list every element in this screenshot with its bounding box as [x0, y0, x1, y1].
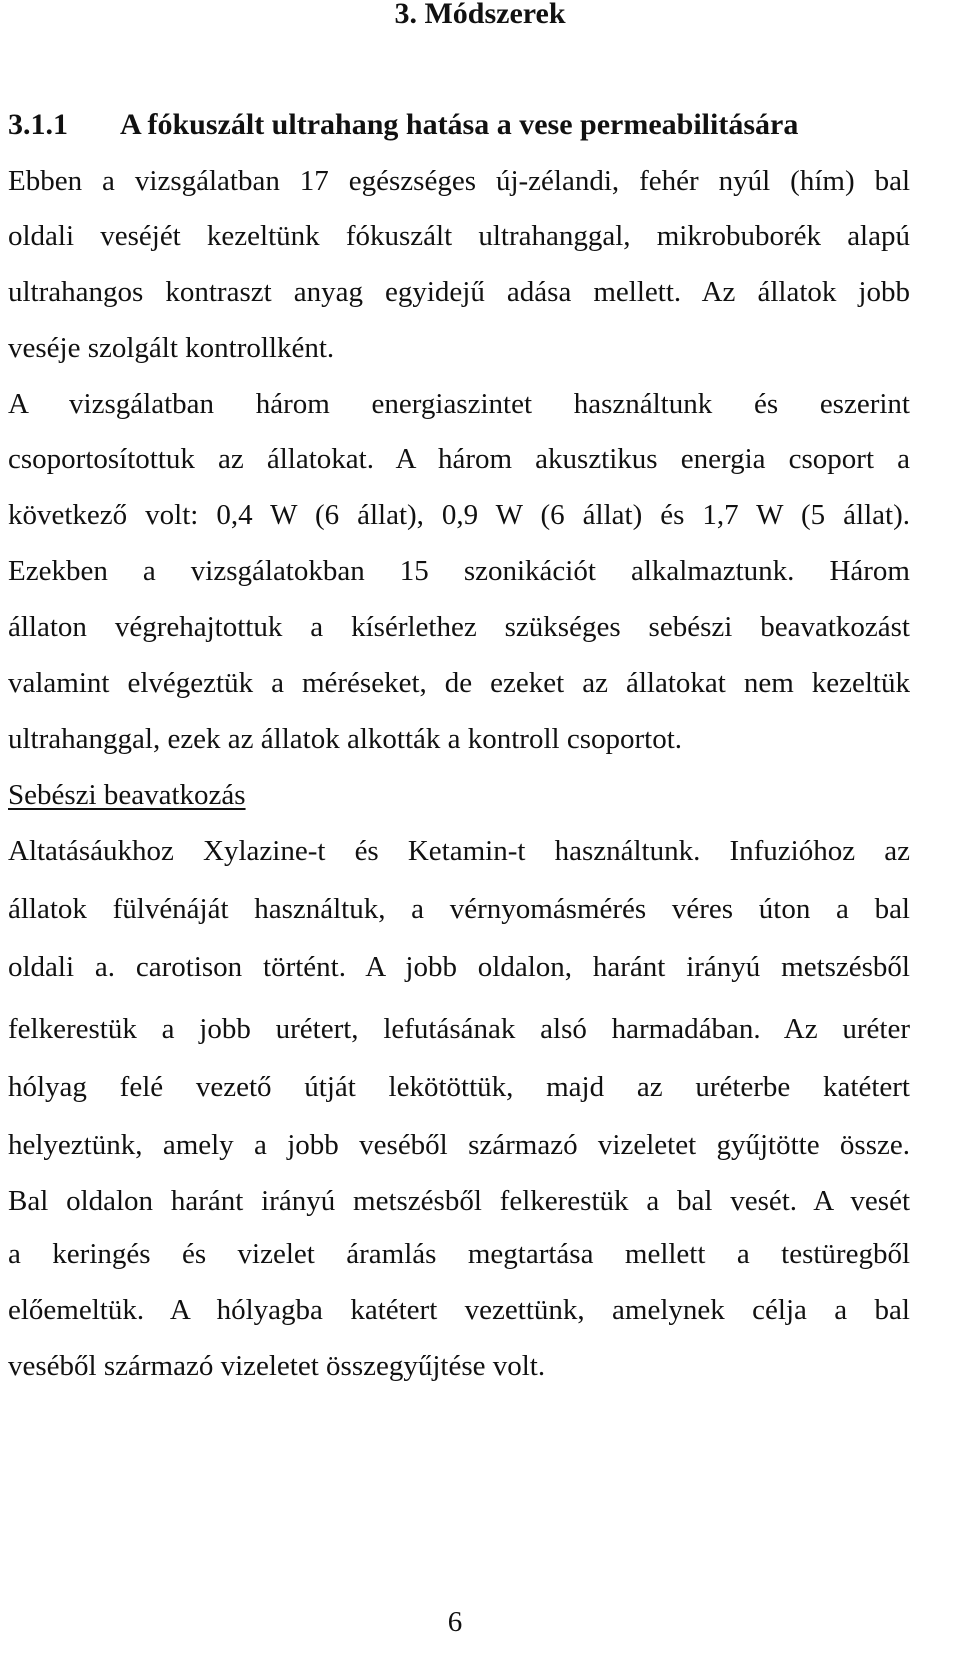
body-line: Ezekben a vizsgálatokban 15 szonikációt alkalmaztunk. Három — [8, 555, 910, 587]
body-line: előemeltük. A hólyagba katétert vezettünk, amelynek célja a bal — [8, 1294, 910, 1326]
body-line: állatok fülvénáját használtuk, a vérnyomásmérés véres úton a bal — [8, 893, 910, 925]
page-number: 6 — [447, 1606, 463, 1638]
body-line: csoportosítottuk az állatokat. A három akusztikus energia csoport a — [8, 443, 910, 475]
body-line: oldali veséjét kezeltünk fókuszált ultrahanggal, mikrobuborék alapú — [8, 220, 910, 252]
body-line: A vizsgálatban három energiaszintet használtunk és eszerint — [8, 388, 910, 420]
body-line: Bal oldalon haránt irányú metszésből felkerestük a bal vesét. A vesét — [8, 1185, 910, 1217]
body-line: a keringés és vizelet áramlás megtartása mellett a testüregből — [8, 1238, 910, 1270]
body-line: következő volt: 0,4 W (6 állat), 0,9 W (6 állat) és 1,7 W (5 állat). — [8, 499, 910, 531]
body-line: ultrahangos kontraszt anyag egyidejű adása mellett. Az állatok jobb — [8, 276, 910, 308]
body-line: valamint elvégeztük a méréseket, de ezeket az állatokat nem kezeltük — [8, 667, 910, 699]
body-line: oldali a. carotison történt. A jobb oldalon, haránt irányú metszésből — [8, 951, 910, 983]
section-number: 3.1.1 — [8, 108, 68, 141]
section-title: A fókuszált ultrahang hatása a vese permeabilitására — [120, 108, 799, 141]
body-line: Altatásáukhoz Xylazine-t és Ketamin-t használtunk. Infuzióhoz az — [8, 835, 910, 867]
section-heading — [8, 105, 908, 145]
body-line: ultrahanggal, ezek az állatok alkották a kontroll csoportot. — [8, 723, 683, 755]
chapter-title: 3. Módszerek — [394, 0, 566, 30]
body-line: veséje szolgált kontrollként. — [8, 332, 335, 364]
body-line: veséből származó vizeletet összegyűjtése volt. — [8, 1350, 546, 1382]
body-line: helyeztünk, amely a jobb veséből származó vizeletet gyűjtötte össze. — [8, 1129, 910, 1161]
body-line: hólyag felé vezető útját lekötöttük, majd az uréterbe katétert — [8, 1071, 910, 1103]
subheading-surgical-intervention: Sebészi beavatkozás — [8, 779, 246, 811]
body-line: állaton végrehajtottuk a kísérlethez szükséges sebészi beavatkozást — [8, 611, 910, 643]
body-line: Ebben a vizsgálatban 17 egészséges új-zélandi, fehér nyúl (hím) bal — [8, 165, 910, 197]
body-line: felkerestük a jobb urétert, lefutásának alsó harmadában. Az uréter — [8, 1013, 910, 1045]
